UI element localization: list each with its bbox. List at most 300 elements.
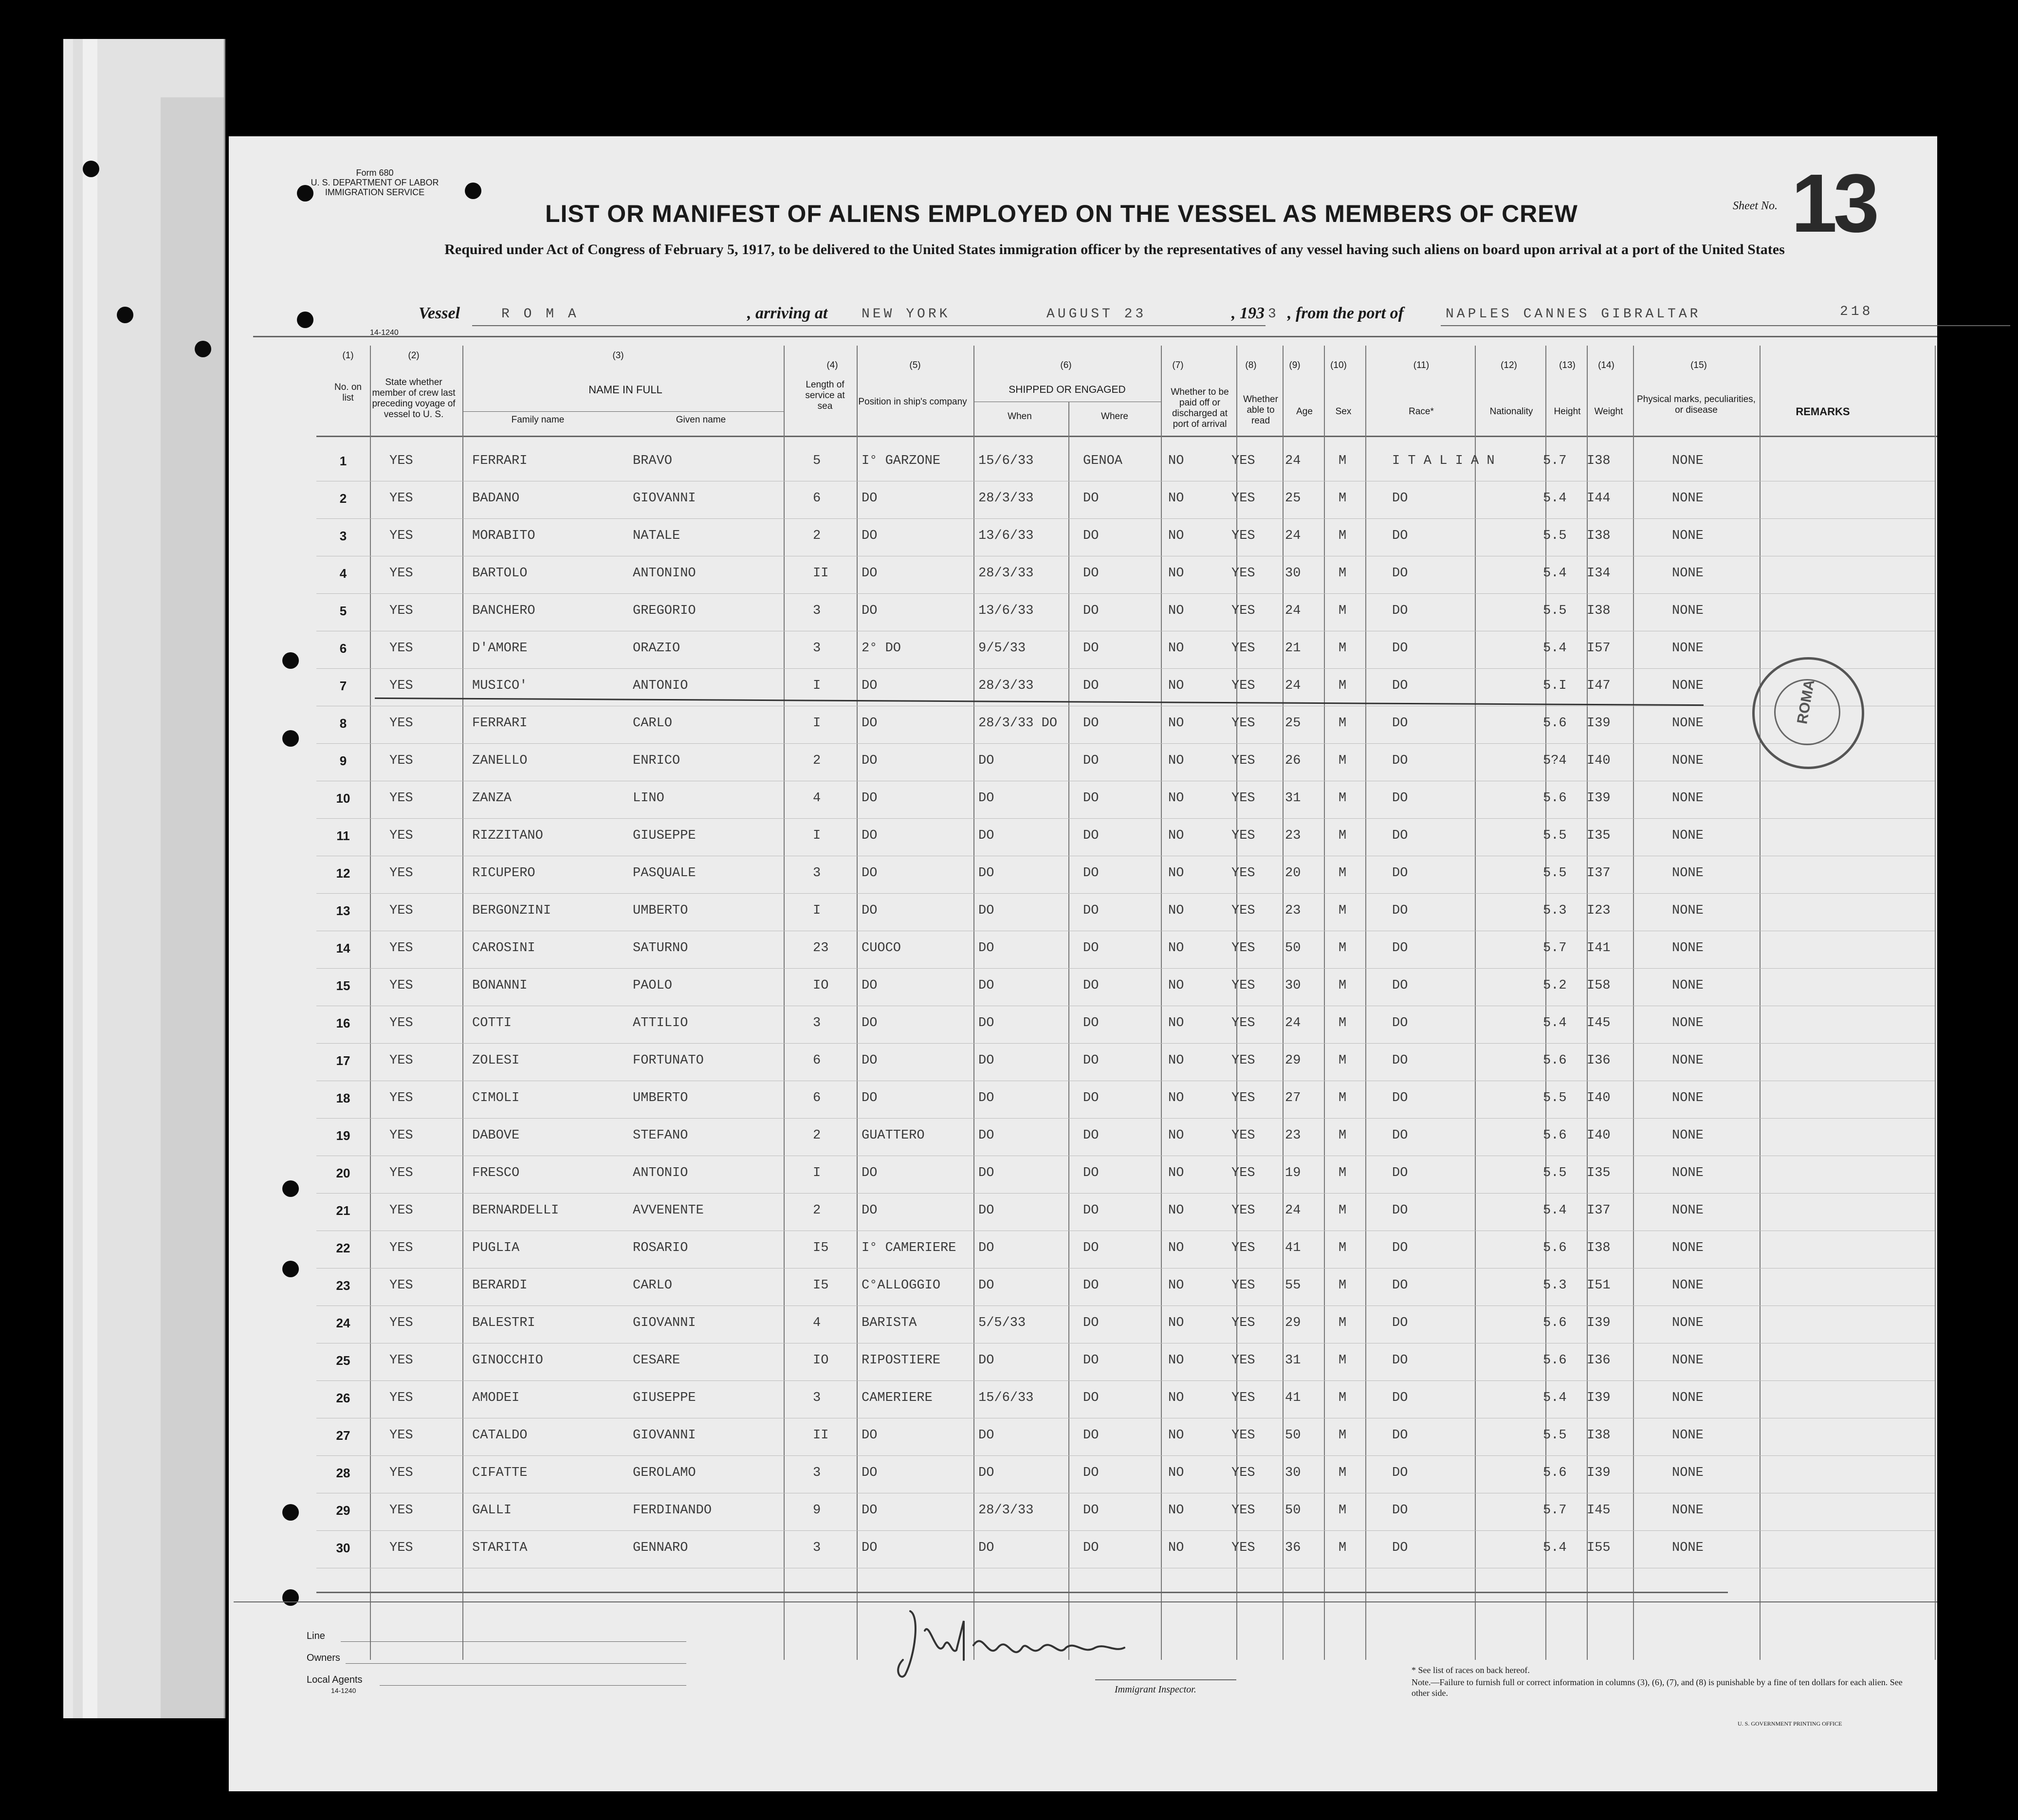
cell-length-of-service: I xyxy=(813,716,821,731)
cell-able-to-read: YES xyxy=(1231,679,1255,693)
cell-weight: I39 xyxy=(1587,716,1611,731)
cell-height: 5.5 xyxy=(1543,866,1567,881)
cell-paid-off: NO xyxy=(1168,529,1184,543)
cell-shipped-where: DO xyxy=(1083,566,1099,581)
cell-physical-marks: NONE xyxy=(1672,791,1704,806)
punch-hole xyxy=(282,1261,299,1277)
row-divider xyxy=(316,1193,1935,1194)
punch-hole xyxy=(282,652,299,669)
cell-shipped-when: DO xyxy=(978,866,994,881)
cell-shipped-when: 28/3/33 xyxy=(978,566,1034,581)
cell-shipped-where: DO xyxy=(1083,1203,1099,1218)
cell-shipped-when: 28/3/33 DO xyxy=(978,716,1058,731)
cell-physical-marks: NONE xyxy=(1672,491,1704,506)
row-divider xyxy=(316,593,1935,594)
cell-given-name: ENRICO xyxy=(633,754,680,768)
cell-previous-voyage: YES xyxy=(389,1241,413,1255)
cell-family-name: PUGLIA xyxy=(472,1241,520,1255)
cell-family-name: RIZZITANO xyxy=(472,828,543,843)
row-number: 20 xyxy=(336,1166,350,1180)
cell-previous-voyage: YES xyxy=(389,1391,413,1405)
sheet-label: Sheet No. xyxy=(1733,200,1778,212)
cell-height: 5.4 xyxy=(1543,641,1567,656)
from-port: NAPLES CANNES GIBRALTAR xyxy=(1446,307,1701,322)
row-divider xyxy=(316,743,1935,744)
row-number: 19 xyxy=(336,1128,350,1143)
department: U. S. DEPARTMENT OF LABOR xyxy=(311,178,439,187)
col-header-weight: Weight xyxy=(1594,406,1623,417)
col-header-physical: Physical marks, peculiarities, or disease xyxy=(1637,394,1756,415)
cell-previous-voyage: YES xyxy=(389,1128,413,1143)
cell-paid-off: NO xyxy=(1168,604,1184,618)
cell-paid-off: NO xyxy=(1168,454,1184,468)
cell-able-to-read: YES xyxy=(1231,1166,1255,1180)
cell-given-name: STEFANO xyxy=(633,1128,688,1143)
cell-physical-marks: NONE xyxy=(1672,828,1704,843)
cell-sex: M xyxy=(1339,903,1347,918)
cell-shipped-where: DO xyxy=(1083,1353,1099,1368)
cell-previous-voyage: YES xyxy=(389,828,413,843)
cell-able-to-read: YES xyxy=(1231,529,1255,543)
col-header-shipped: SHIPPED OR ENGAGED xyxy=(1009,384,1126,395)
cell-paid-off: NO xyxy=(1168,1053,1184,1068)
row-number: 9 xyxy=(339,754,347,768)
cell-previous-voyage: YES xyxy=(389,679,413,693)
cell-given-name: GIOVANNI xyxy=(633,1316,696,1330)
footnote-races: * See list of races on back hereof. xyxy=(1412,1665,1530,1675)
cell-height: 5.6 xyxy=(1543,1316,1567,1330)
cell-weight: I47 xyxy=(1587,679,1611,693)
col-divider xyxy=(370,346,371,1660)
cell-height: 5.5 xyxy=(1543,604,1567,618)
cell-length-of-service: 23 xyxy=(813,941,829,956)
cell-age: 29 xyxy=(1285,1053,1301,1068)
cell-given-name: ANTONIO xyxy=(633,1166,688,1180)
col-num: (7) xyxy=(1172,360,1184,370)
col-header-name: NAME IN FULL xyxy=(588,384,662,396)
cell-family-name: ZOLESI xyxy=(472,1053,520,1068)
cell-family-name: GALLI xyxy=(472,1503,512,1518)
cell-position: I° GARZONE xyxy=(862,454,941,468)
from-underline xyxy=(1441,325,2010,326)
cell-paid-off: NO xyxy=(1168,491,1184,506)
col-header-state: State whether member of crew last preceding voyage of vessel to U. S. xyxy=(372,377,456,420)
cell-sex: M xyxy=(1339,454,1347,468)
row-number: 3 xyxy=(339,529,347,543)
cell-race: DO xyxy=(1392,1016,1408,1030)
cell-sex: M xyxy=(1339,491,1347,506)
cell-race: DO xyxy=(1392,1091,1408,1105)
cell-position: DO xyxy=(862,754,878,768)
cell-sex: M xyxy=(1339,1203,1347,1218)
cell-height: 5.7 xyxy=(1543,454,1567,468)
cell-paid-off: NO xyxy=(1168,1203,1184,1218)
cell-age: 31 xyxy=(1285,791,1301,806)
cell-length-of-service: 5 xyxy=(813,454,821,468)
cell-shipped-where: DO xyxy=(1083,1128,1099,1143)
cell-race: DO xyxy=(1392,791,1408,806)
cell-age: 30 xyxy=(1285,978,1301,993)
sheet-number: 13 xyxy=(1791,157,1876,250)
col-header-remarks: REMARKS xyxy=(1796,405,1850,418)
cell-position: DO xyxy=(862,828,878,843)
col-divider xyxy=(1161,346,1162,1660)
cell-sex: M xyxy=(1339,566,1347,581)
cell-shipped-when: DO xyxy=(978,903,994,918)
cell-sex: M xyxy=(1339,1278,1347,1293)
cell-family-name: CATALDO xyxy=(472,1428,528,1443)
inspector-underline xyxy=(1095,1679,1236,1680)
cell-sex: M xyxy=(1339,641,1347,656)
cell-height: 5.5 xyxy=(1543,529,1567,543)
row-number: 4 xyxy=(339,566,347,581)
cell-paid-off: NO xyxy=(1168,1391,1184,1405)
cell-physical-marks: NONE xyxy=(1672,1203,1704,1218)
cell-previous-voyage: YES xyxy=(389,716,413,731)
cell-weight: I23 xyxy=(1587,903,1611,918)
cell-family-name: FERRARI xyxy=(472,716,528,731)
row-divider xyxy=(316,968,1935,969)
cell-able-to-read: YES xyxy=(1231,1128,1255,1143)
cell-age: 41 xyxy=(1285,1241,1301,1255)
cell-age: 25 xyxy=(1285,491,1301,506)
cell-shipped-where: DO xyxy=(1083,641,1099,656)
col-divider xyxy=(857,346,858,1660)
page-ref: 218 xyxy=(1840,304,1873,319)
cell-sex: M xyxy=(1339,1353,1347,1368)
cell-physical-marks: NONE xyxy=(1672,1091,1704,1105)
cell-weight: I37 xyxy=(1587,866,1611,881)
cell-length-of-service: 3 xyxy=(813,1016,821,1030)
col-header-paid: Whether to be paid off or discharged at port of arrival xyxy=(1171,387,1229,429)
cell-weight: I40 xyxy=(1587,754,1611,768)
row-number: 21 xyxy=(336,1203,350,1218)
cell-shipped-when: DO xyxy=(978,941,994,956)
cell-shipped-where: DO xyxy=(1083,866,1099,881)
cell-family-name: ZANELLO xyxy=(472,754,528,768)
cell-paid-off: NO xyxy=(1168,566,1184,581)
cell-race: DO xyxy=(1392,866,1408,881)
cell-shipped-when: 13/6/33 xyxy=(978,529,1034,543)
cell-race: DO xyxy=(1392,754,1408,768)
cell-age: 24 xyxy=(1285,604,1301,618)
cell-sex: M xyxy=(1339,1428,1347,1443)
cell-given-name: ORAZIO xyxy=(633,641,680,656)
cell-age: 41 xyxy=(1285,1391,1301,1405)
agents-label: Local Agents xyxy=(307,1674,363,1685)
cell-physical-marks: NONE xyxy=(1672,679,1704,693)
cell-weight: I36 xyxy=(1587,1353,1611,1368)
cell-paid-off: NO xyxy=(1168,828,1184,843)
punch-hole xyxy=(282,730,299,747)
cell-weight: I38 xyxy=(1587,529,1611,543)
cell-shipped-when: DO xyxy=(978,1353,994,1368)
cell-physical-marks: NONE xyxy=(1672,941,1704,956)
cell-age: 26 xyxy=(1285,754,1301,768)
cell-previous-voyage: YES xyxy=(389,604,413,618)
cell-able-to-read: YES xyxy=(1231,866,1255,881)
col-num: (3) xyxy=(612,350,624,361)
cell-weight: I39 xyxy=(1587,1466,1611,1480)
cell-race: DO xyxy=(1392,1541,1408,1555)
col-num: (1) xyxy=(342,350,354,361)
cell-height: 5.4 xyxy=(1543,566,1567,581)
cell-shipped-where: DO xyxy=(1083,1278,1099,1293)
cell-previous-voyage: YES xyxy=(389,1503,413,1518)
cell-position: DO xyxy=(862,1166,878,1180)
row-number: 27 xyxy=(336,1428,350,1443)
cell-race: DO xyxy=(1392,828,1408,843)
name-subrule xyxy=(462,411,784,412)
col-header-height: Height xyxy=(1554,406,1581,417)
cell-previous-voyage: YES xyxy=(389,903,413,918)
cell-sex: M xyxy=(1339,604,1347,618)
cell-race: DO xyxy=(1392,1391,1408,1405)
cell-able-to-read: YES xyxy=(1231,791,1255,806)
cell-weight: I45 xyxy=(1587,1503,1611,1518)
row-divider xyxy=(316,1043,1935,1044)
cell-position: DO xyxy=(862,903,878,918)
cell-shipped-when: DO xyxy=(978,1466,994,1480)
col-header-family: Family name xyxy=(511,415,565,425)
cell-weight: I35 xyxy=(1587,1166,1611,1180)
cell-family-name: MORABITO xyxy=(472,529,535,543)
cell-shipped-where: DO xyxy=(1083,1053,1099,1068)
cell-race: I T A L I A N xyxy=(1392,454,1495,468)
row-divider xyxy=(316,1380,1935,1381)
col-header-length: Length of service at sea xyxy=(805,380,845,411)
cell-family-name: FRESCO xyxy=(472,1166,520,1180)
cell-able-to-read: YES xyxy=(1231,828,1255,843)
col-header-read: Whether able to read xyxy=(1243,394,1278,426)
cell-height: 5.6 xyxy=(1543,1353,1567,1368)
cell-shipped-when: DO xyxy=(978,1091,994,1105)
cell-given-name: NATALE xyxy=(633,529,680,543)
printer-imprint: U. S. GOVERNMENT PRINTING OFFICE xyxy=(1738,1720,1842,1727)
cell-previous-voyage: YES xyxy=(389,641,413,656)
cell-length-of-service: 2 xyxy=(813,754,821,768)
row-number: 13 xyxy=(336,903,350,918)
cell-sex: M xyxy=(1339,791,1347,806)
cell-age: 50 xyxy=(1285,941,1301,956)
cell-position: DO xyxy=(862,716,878,731)
cell-length-of-service: I xyxy=(813,1166,821,1180)
col-header-nationality: Nationality xyxy=(1489,406,1533,417)
cell-length-of-service: II xyxy=(813,566,829,581)
col-divider xyxy=(1068,402,1069,1660)
cell-length-of-service: I xyxy=(813,828,821,843)
cell-height: 5.4 xyxy=(1543,1016,1567,1030)
cell-able-to-read: YES xyxy=(1231,641,1255,656)
cell-weight: I45 xyxy=(1587,1016,1611,1030)
row-divider xyxy=(316,668,1935,669)
cell-shipped-where: DO xyxy=(1083,679,1099,693)
row-number: 5 xyxy=(339,604,347,618)
cell-able-to-read: YES xyxy=(1231,1091,1255,1105)
arriving-label: , arriving at xyxy=(747,304,828,322)
header-bottom-rule xyxy=(316,436,1937,437)
row-number: 24 xyxy=(336,1316,350,1330)
cell-weight: I38 xyxy=(1587,1428,1611,1443)
cell-position: DO xyxy=(862,791,878,806)
cell-able-to-read: YES xyxy=(1231,1541,1255,1555)
col-divider xyxy=(1365,346,1366,1660)
cell-weight: I41 xyxy=(1587,941,1611,956)
cell-shipped-when: DO xyxy=(978,1128,994,1143)
row-number: 7 xyxy=(339,679,347,693)
col-divider xyxy=(1475,346,1476,1660)
cell-position: GUATTERO xyxy=(862,1128,925,1143)
cell-family-name: DABOVE xyxy=(472,1128,520,1143)
cell-previous-voyage: YES xyxy=(389,1203,413,1218)
cell-race: DO xyxy=(1392,716,1408,731)
cell-shipped-when: DO xyxy=(978,791,994,806)
cell-previous-voyage: YES xyxy=(389,1428,413,1443)
cell-shipped-where: DO xyxy=(1083,716,1099,731)
cell-paid-off: NO xyxy=(1168,1278,1184,1293)
cell-age: 20 xyxy=(1285,866,1301,881)
form-number: Form 680 xyxy=(356,168,394,178)
owners-underline xyxy=(346,1663,686,1664)
cell-age: 31 xyxy=(1285,1353,1301,1368)
cell-shipped-where: DO xyxy=(1083,1241,1099,1255)
cell-shipped-when: 13/6/33 xyxy=(978,604,1034,618)
inspector-label: Immigrant Inspector. xyxy=(1115,1684,1196,1695)
row-number: 2 xyxy=(339,491,347,506)
cell-previous-voyage: YES xyxy=(389,1166,413,1180)
cell-shipped-where: DO xyxy=(1083,1391,1099,1405)
cell-physical-marks: NONE xyxy=(1672,903,1704,918)
cell-physical-marks: NONE xyxy=(1672,1053,1704,1068)
cell-shipped-when: DO xyxy=(978,1203,994,1218)
row-number: 11 xyxy=(336,828,350,843)
row-divider xyxy=(316,893,1935,894)
cell-previous-voyage: YES xyxy=(389,1278,413,1293)
row-divider xyxy=(316,1305,1935,1306)
cell-given-name: GEROLAMO xyxy=(633,1466,696,1480)
cell-height: 5.5 xyxy=(1543,1428,1567,1443)
cell-weight: I40 xyxy=(1587,1128,1611,1143)
cell-shipped-when: DO xyxy=(978,1278,994,1293)
cell-physical-marks: NONE xyxy=(1672,1128,1704,1143)
cell-length-of-service: 9 xyxy=(813,1503,821,1518)
cell-shipped-when: DO xyxy=(978,1053,994,1068)
cell-length-of-service: 2 xyxy=(813,529,821,543)
row-divider xyxy=(316,1455,1935,1456)
cell-previous-voyage: YES xyxy=(389,491,413,506)
cell-length-of-service: 2 xyxy=(813,1203,821,1218)
cell-length-of-service: 4 xyxy=(813,791,821,806)
col-header-position: Position in ship's company xyxy=(858,397,967,407)
cell-physical-marks: NONE xyxy=(1672,978,1704,993)
row-divider xyxy=(316,818,1935,819)
cell-family-name: CIFATTE xyxy=(472,1466,528,1480)
cell-able-to-read: YES xyxy=(1231,1353,1255,1368)
col-num: (2) xyxy=(408,350,420,361)
cell-paid-off: NO xyxy=(1168,1128,1184,1143)
cell-sex: M xyxy=(1339,1541,1347,1555)
row-number: 22 xyxy=(336,1241,350,1255)
cell-age: 29 xyxy=(1285,1316,1301,1330)
cell-able-to-read: YES xyxy=(1231,1241,1255,1255)
cell-height: 5.4 xyxy=(1543,491,1567,506)
cell-shipped-where: DO xyxy=(1083,1016,1099,1030)
cell-shipped-where: DO xyxy=(1083,903,1099,918)
cell-length-of-service: I5 xyxy=(813,1278,829,1293)
cell-sex: M xyxy=(1339,679,1347,693)
col-header-sex: Sex xyxy=(1335,406,1352,417)
cell-position: DO xyxy=(862,1503,878,1518)
cell-shipped-when: DO xyxy=(978,1016,994,1030)
cell-previous-voyage: YES xyxy=(389,1541,413,1555)
cell-family-name: RICUPERO xyxy=(472,866,535,881)
cell-position: DO xyxy=(862,1091,878,1105)
cell-race: DO xyxy=(1392,1128,1408,1143)
cell-able-to-read: YES xyxy=(1231,1428,1255,1443)
punch-hole xyxy=(282,1504,299,1521)
cell-shipped-where: DO xyxy=(1083,828,1099,843)
cell-able-to-read: YES xyxy=(1231,566,1255,581)
cell-race: DO xyxy=(1392,941,1408,956)
cell-age: 23 xyxy=(1285,1128,1301,1143)
cell-weight: I51 xyxy=(1587,1278,1611,1293)
cell-height: 5.6 xyxy=(1543,1128,1567,1143)
form-header xyxy=(302,168,448,197)
cell-previous-voyage: YES xyxy=(389,454,413,468)
cell-position: DO xyxy=(862,529,878,543)
cell-given-name: GIOVANNI xyxy=(633,491,696,506)
cell-physical-marks: NONE xyxy=(1672,641,1704,656)
cell-height: 5.5 xyxy=(1543,828,1567,843)
cell-family-name: BARTOLO xyxy=(472,566,528,581)
cell-weight: I38 xyxy=(1587,454,1611,468)
cell-race: DO xyxy=(1392,679,1408,693)
row-number: 25 xyxy=(336,1353,350,1368)
cell-able-to-read: YES xyxy=(1231,941,1255,956)
cell-able-to-read: YES xyxy=(1231,604,1255,618)
cell-length-of-service: 3 xyxy=(813,1391,821,1405)
row-number: 8 xyxy=(339,716,347,731)
cell-previous-voyage: YES xyxy=(389,1316,413,1330)
cell-given-name: CESARE xyxy=(633,1353,680,1368)
cell-height: 5?4 xyxy=(1543,754,1567,768)
cell-position: DO xyxy=(862,1428,878,1443)
cell-paid-off: NO xyxy=(1168,1016,1184,1030)
cell-previous-voyage: YES xyxy=(389,978,413,993)
cell-age: 21 xyxy=(1285,641,1301,656)
cell-shipped-where: DO xyxy=(1083,791,1099,806)
cell-length-of-service: 3 xyxy=(813,604,821,618)
cell-race: DO xyxy=(1392,1353,1408,1368)
cell-race: DO xyxy=(1392,1241,1408,1255)
cell-weight: I39 xyxy=(1587,1316,1611,1330)
cell-shipped-where: GENOA xyxy=(1083,454,1123,468)
cell-position: DO xyxy=(862,978,878,993)
col-num: (15) xyxy=(1690,360,1707,370)
col-divider xyxy=(462,346,463,1660)
cell-given-name: ANTONINO xyxy=(633,566,696,581)
cell-shipped-where: DO xyxy=(1083,529,1099,543)
cell-weight: I55 xyxy=(1587,1541,1611,1555)
cell-previous-voyage: YES xyxy=(389,941,413,956)
owners-label: Owners xyxy=(307,1653,340,1663)
punch-hole xyxy=(297,312,313,328)
row-number: 28 xyxy=(336,1466,350,1480)
cell-shipped-when: DO xyxy=(978,978,994,993)
cell-sex: M xyxy=(1339,1128,1347,1143)
cell-physical-marks: NONE xyxy=(1672,529,1704,543)
row-divider xyxy=(316,518,1935,519)
